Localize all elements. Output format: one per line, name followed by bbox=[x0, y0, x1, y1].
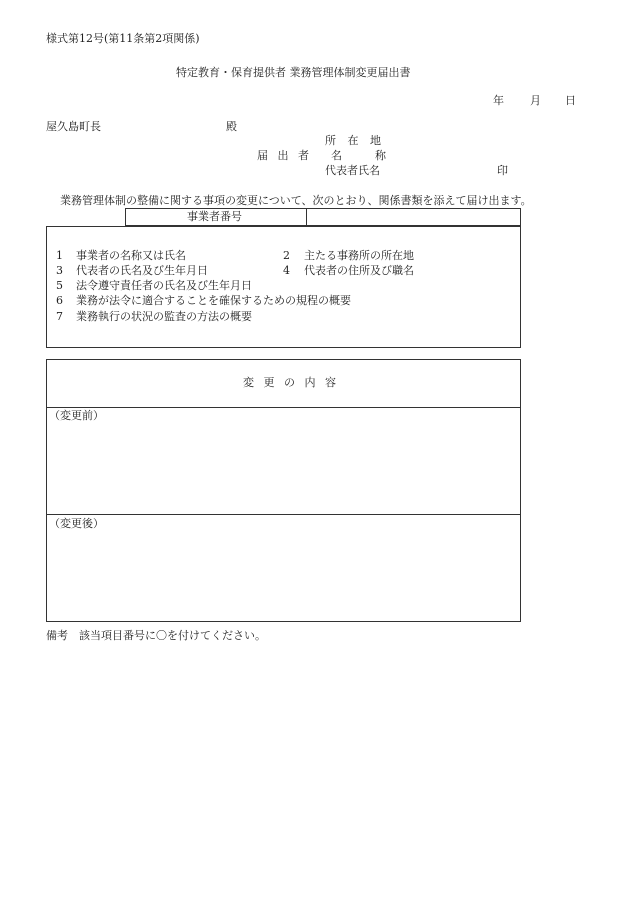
business-number-divider bbox=[306, 208, 307, 226]
business-number-label: 事業者番号 bbox=[187, 210, 242, 223]
notifier-name-label: 名 称 bbox=[331, 149, 386, 162]
item-number: 1 bbox=[56, 249, 63, 262]
addressee-honorific: 殿 bbox=[226, 120, 237, 133]
item-text: 法令遵守責任者の氏名及び生年月日 bbox=[76, 279, 252, 292]
item-text: 主たる事務所の所在地 bbox=[304, 249, 414, 262]
item-number: 5 bbox=[56, 279, 63, 292]
addressee-name: 屋久島町長 bbox=[46, 120, 101, 133]
date-day: 日 bbox=[565, 94, 576, 107]
form-number: 様式第12号(第11条第2項関係) bbox=[46, 32, 200, 45]
date-year: 年 bbox=[493, 94, 504, 107]
document-title: 特定教育・保育提供者 業務管理体制変更届出書 bbox=[176, 66, 411, 79]
item-number: 2 bbox=[283, 249, 290, 262]
item-text: 代表者の住所及び職名 bbox=[304, 264, 414, 277]
item-number: 4 bbox=[283, 264, 290, 277]
remarks-text: 備考 該当項目番号に〇を付けてください。 bbox=[46, 629, 266, 642]
change-before-area[interactable] bbox=[47, 424, 520, 514]
change-after-area[interactable] bbox=[47, 532, 520, 620]
change-header: 変 更 の 内 容 bbox=[243, 376, 339, 389]
notifier-address-label: 所 在 地 bbox=[325, 134, 385, 147]
change-middle-divider bbox=[46, 514, 521, 515]
item-number: 6 bbox=[56, 294, 63, 307]
item-text: 業務執行の状況の監査の方法の概要 bbox=[76, 310, 252, 323]
item-text: 事業者の名称又は氏名 bbox=[76, 249, 186, 262]
notifier-label: 届 出 者 bbox=[257, 149, 312, 162]
notifier-representative-label: 代表者氏名 bbox=[325, 164, 380, 177]
date-month: 月 bbox=[530, 94, 541, 107]
change-after-label: （変更後） bbox=[49, 517, 104, 530]
intro-text: 業務管理体制の整備に関する事項の変更について、次のとおり、関係書類を添えて届け出ます。 bbox=[60, 194, 532, 207]
item-number: 7 bbox=[56, 310, 63, 323]
seal-mark: 印 bbox=[497, 164, 508, 177]
change-header-divider bbox=[46, 407, 521, 408]
item-text: 業務が法令に適合することを確保するための規程の概要 bbox=[76, 294, 351, 307]
change-before-label: （変更前） bbox=[49, 409, 104, 422]
item-text: 代表者の氏名及び生年月日 bbox=[76, 264, 208, 277]
business-number-row bbox=[125, 208, 521, 226]
item-number: 3 bbox=[56, 264, 63, 277]
